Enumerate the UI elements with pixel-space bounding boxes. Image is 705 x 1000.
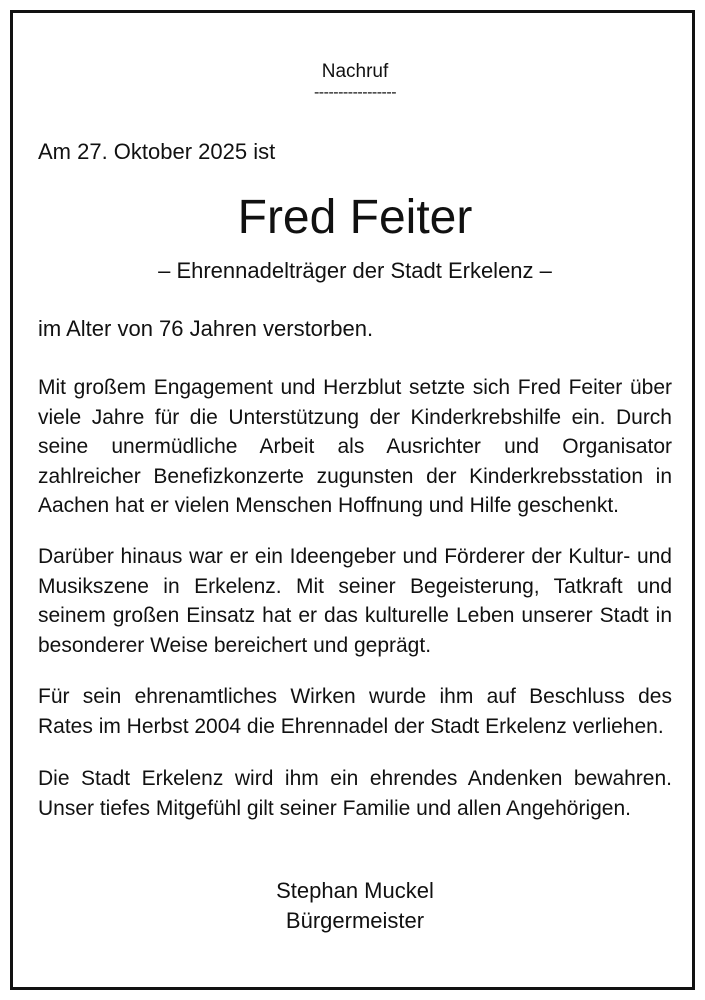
tribute-paragraph-4: Die Stadt Erkelenz wird ihm ein ehrendes Andenken bewahren. Unser tiefes Mitgefühl gilt seiner Familie und allen Angehörigen. <box>38 767 672 820</box>
tribute-paragraph-3: Für sein ehrenamtliches Wirken wurde ihm auf Beschluss des Rates im Herbst 2004 die Ehrennadel der Stadt Erkelenz verliehen. <box>38 685 672 738</box>
signatory-title: Bürgermeister <box>285 908 425 933</box>
notice-header-label: Nachruf <box>321 61 389 82</box>
signatory-name: Stephan Muckel <box>276 878 434 903</box>
intro-line: Am 27. Oktober 2025 ist <box>38 139 276 164</box>
deceased-name: Fred Feiter <box>237 191 473 244</box>
tribute-paragraph-1: Mit großem Engagement und Herzblut setzte sich Fred Feiter über viele Jahre für die Unterstützung der Kinderkrebshilfe ein. Durch seine unermüdliche Arbeit als Ausrichter und Organisator zahlreicher Benefizkonzerte zugunsten der Kinderkrebsstation in Aachen hat er vielen Menschen Hoffnung und Hilfe geschenkt. <box>38 376 672 517</box>
signature-block <box>38 876 672 936</box>
header-divider: ----------------- <box>313 84 397 101</box>
tribute-paragraph-2: Darüber hinaus war er ein Ideengeber und Förderer der Kultur- und Musikszene in Erkelenz. Mit seiner Begeisterung, Tatkraft und seinem großen Einsatz hat er das kulturelle Leben unserer Stadt in besonderer Weise bereichert und geprägt. <box>38 545 672 657</box>
age-line: im Alter von 76 Jahren verstorben. <box>38 316 374 341</box>
honor-title: – Ehrennadelträger der Stadt Erkelenz – <box>158 258 552 283</box>
